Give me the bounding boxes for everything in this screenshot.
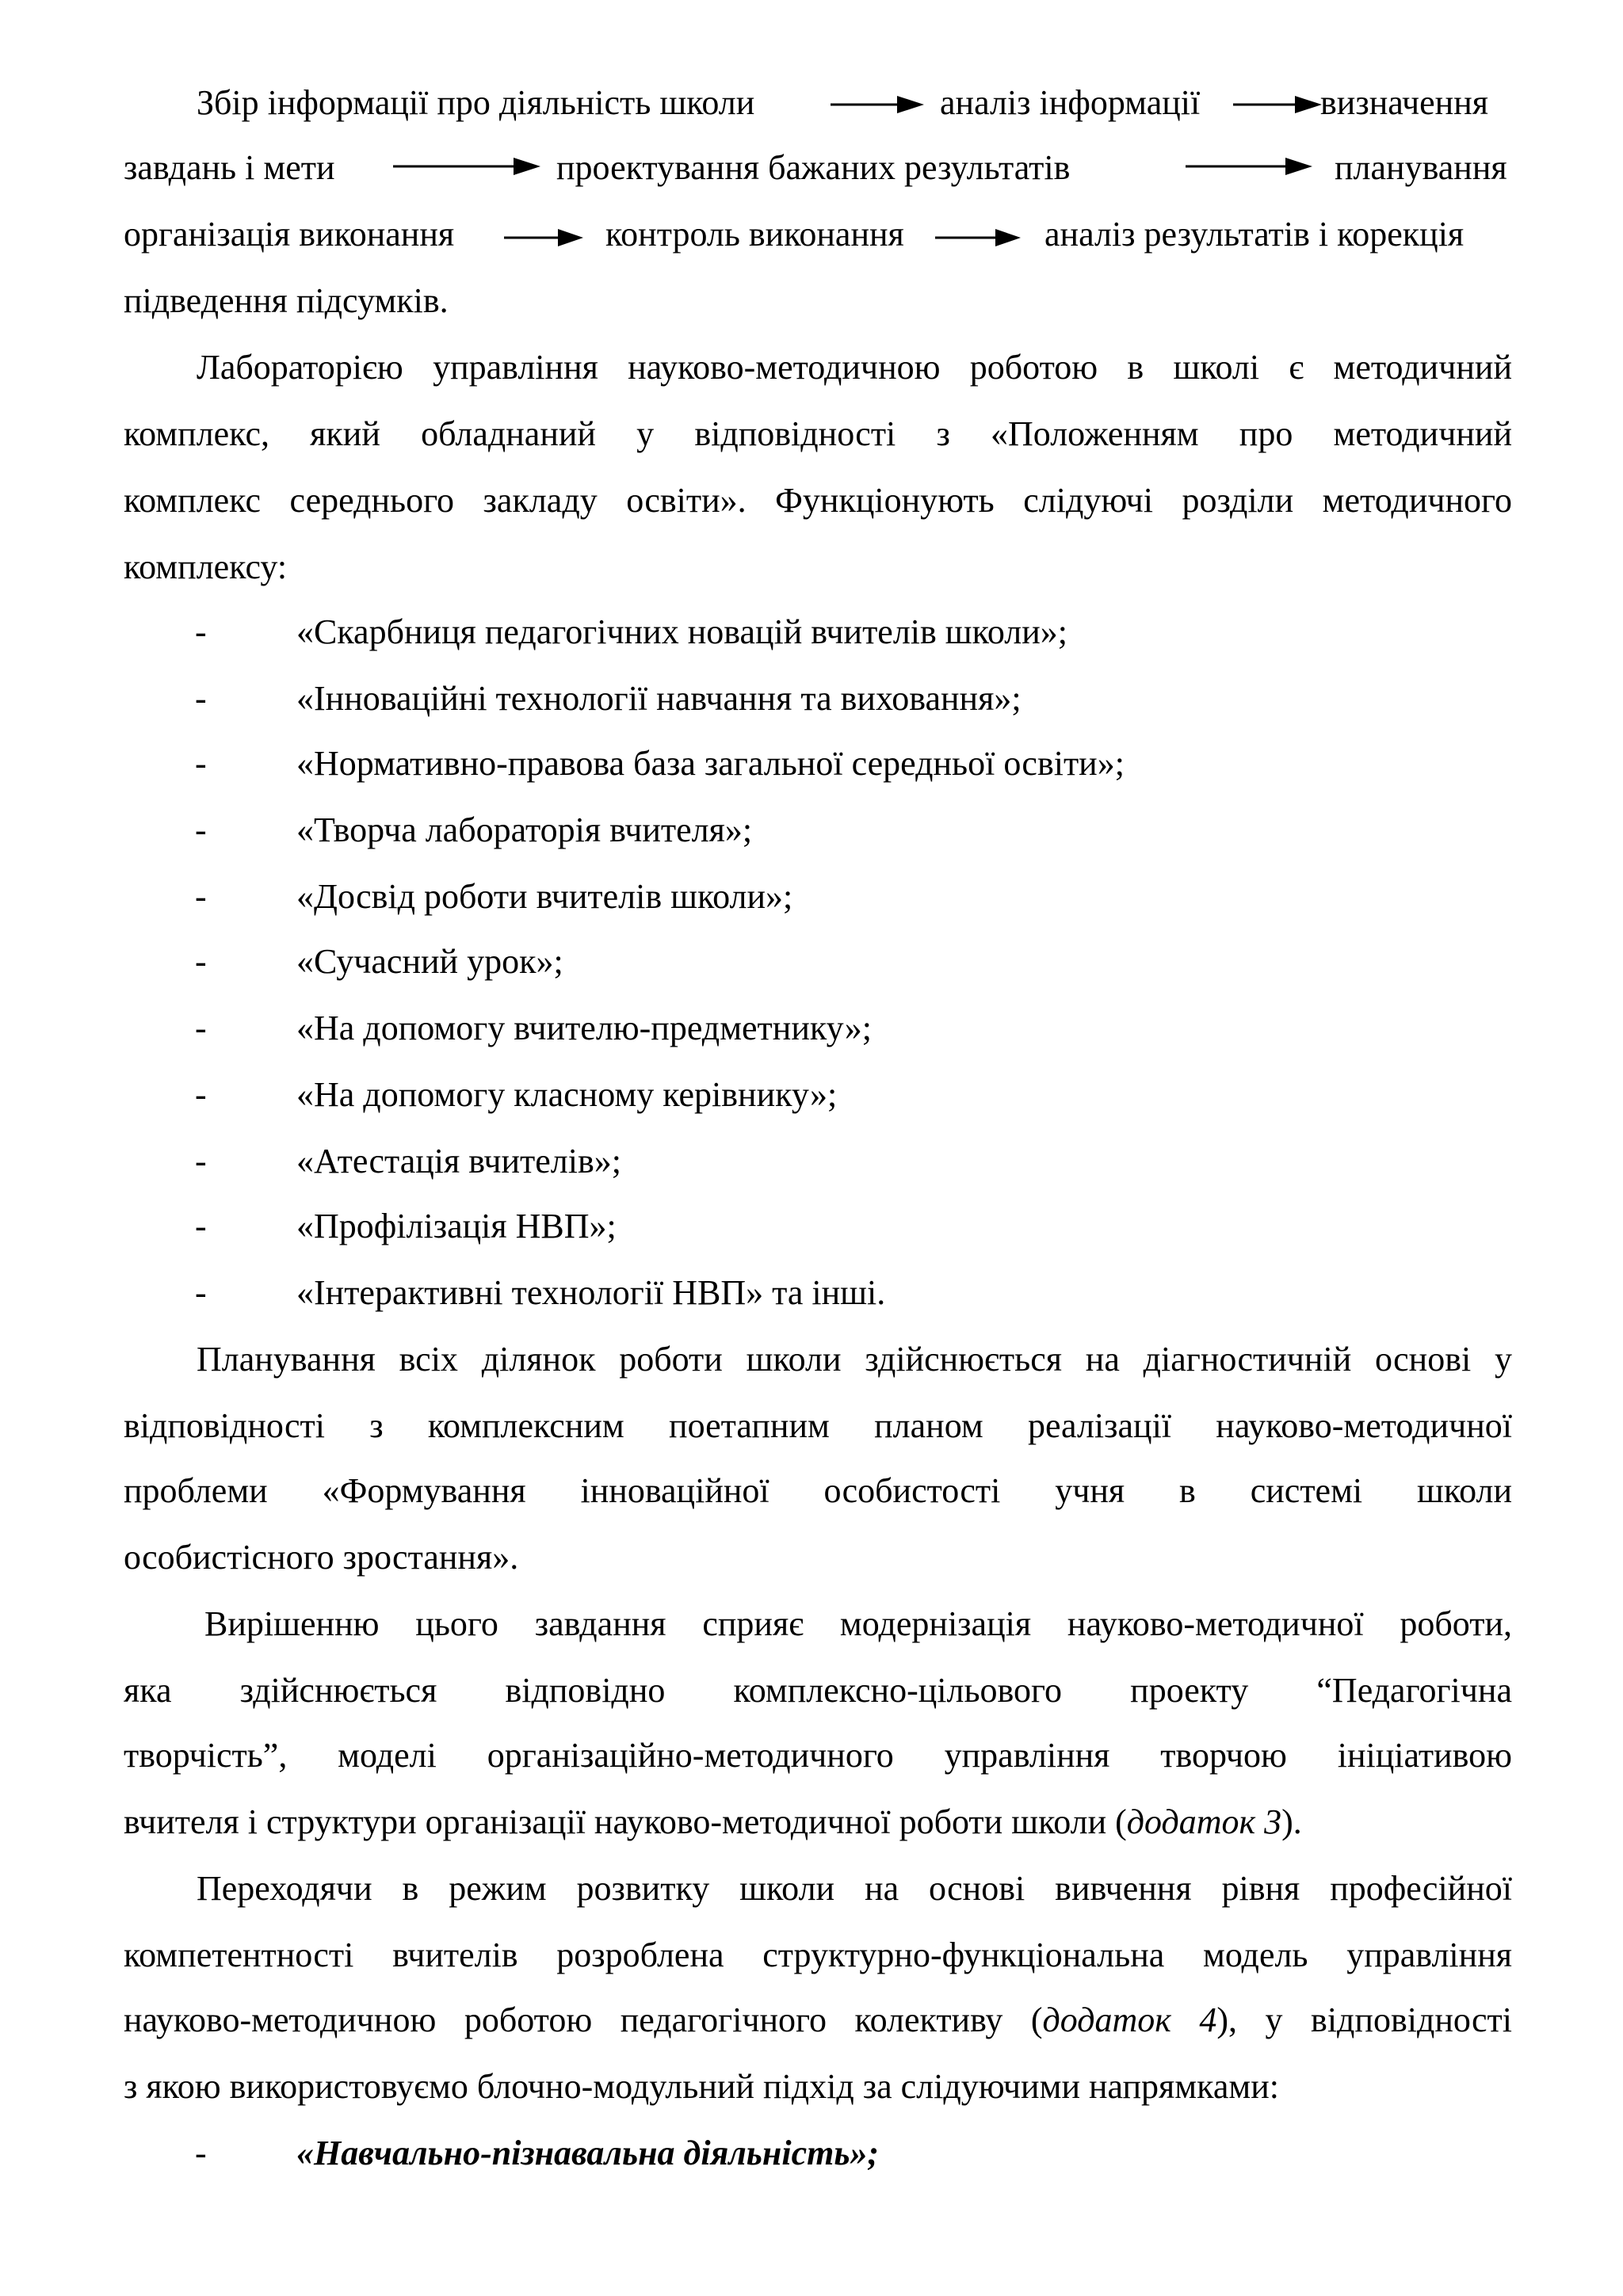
list-dash: - [195, 942, 207, 981]
list-item-text: «Профілізація НВП»; [296, 1207, 617, 1245]
paragraph-4-line-3-text: науково-методичною роботою педагогічного колективу ( [124, 2000, 1043, 2039]
list-dash: - [195, 1273, 207, 1312]
appendix-reference: додаток 4 [1042, 2000, 1217, 2039]
paragraph-3-line-3: творчість”, моделі організаційно-методичного управління творчою ініціативою [124, 1736, 1512, 1775]
arrow-icon [935, 227, 1021, 249]
direction-item: «Навчально-пізнавальна діяльність»; [296, 2134, 880, 2172]
list-item-text: «Досвід роботи вчителів школи»; [296, 877, 793, 916]
paragraph-1-line-1: Лабораторією управління науково-методичною роботою в школі є методичний [197, 348, 1512, 387]
paragraph-3-line-4-end: ). [1281, 1802, 1302, 1841]
list-item-text: «На допомогу вчителю-предметнику»; [296, 1009, 872, 1047]
paragraph-4-line-4: з якою використовуємо блочно-модульний підхід за слідуючими напрямками: [124, 2067, 1279, 2106]
list-dash: - [195, 877, 207, 916]
arrow-icon [831, 93, 924, 116]
flow-row-3 [124, 214, 1512, 255]
paragraph-1-line-4: комплексу: [124, 547, 288, 586]
flow-step-design: проектування бажаних результатів [556, 148, 1071, 187]
list-item-text: «Творча лабораторія вчителя»; [296, 810, 753, 849]
paragraph-4-line-2: компетентності вчителів розроблена структурно-функціональна модель управління [124, 1936, 1512, 1974]
flow-step-analysis: аналіз інформації [940, 83, 1201, 122]
paragraph-2-line-3: проблеми «Формування інноваційної особистості учня в системі школи [124, 1471, 1512, 1510]
paragraph-2-line-4: особистісного зростання». [124, 1538, 519, 1577]
paragraph-4-line-3-end: ), у відповідності [1216, 2000, 1512, 2039]
list-dash: - [195, 810, 207, 849]
list-dash: - [195, 612, 207, 651]
list-dash: - [195, 744, 207, 783]
flow-row-1 [124, 82, 1512, 124]
list-dash: - [195, 2134, 207, 2172]
paragraph-4-line-1: Переходячи в режим розвитку школи на основі вивчення рівня професійної [197, 1869, 1512, 1908]
flow-step-definition: визначення [1320, 83, 1489, 122]
paragraph-3-line-2: яка здійснюється відповідно комплексно-цільового проекту “Педагогічна [124, 1671, 1512, 1710]
paragraph-3-line-1: Вирішенню цього завдання сприяє модернізація науково-методичної роботи, [204, 1604, 1512, 1643]
paragraph-3-line-4 [124, 1802, 1512, 1843]
flow-step-summary: підведення підсумків. [124, 281, 449, 320]
list-dash: - [195, 679, 207, 718]
paragraph-1-line-2: комплекс, який обладнаний у відповідності з «Положенням про методичний [124, 414, 1512, 453]
arrow-icon [504, 227, 583, 249]
paragraph-3-line-4-text: вчителя і структури організації науково-методичної роботи школи ( [124, 1802, 1127, 1841]
arrow-icon [1233, 93, 1322, 116]
list-dash: - [195, 1142, 207, 1180]
list-item-text: «Скарбниця педагогічних новацій вчителів школи»; [296, 612, 1067, 651]
paragraph-1-line-3: комплекс середнього закладу освіти». Функціонують слідуючі розділи методичного [124, 481, 1512, 520]
flow-step-control: контроль виконання [605, 215, 904, 254]
paragraph-4-line-3 [124, 2000, 1512, 2041]
flow-row-2 [124, 147, 1512, 189]
list-item-text: «Інноваційні технології навчання та виховання»; [296, 679, 1022, 718]
list-dash: - [195, 1075, 207, 1114]
list-item-text: «На допомогу класному керівнику»; [296, 1075, 838, 1114]
list-dash: - [195, 1207, 207, 1245]
arrow-icon [393, 155, 540, 177]
list-item-text: «Атестація вчителів»; [296, 1142, 621, 1180]
flow-step-organization: організація виконання [124, 215, 455, 254]
flow-step-collect: Збір інформації про діяльність школи [197, 83, 755, 122]
paragraph-2-line-2: відповідності з комплексним поетапним планом реалізації науково-методичної [124, 1406, 1512, 1445]
paragraph-2-line-1: Планування всіх ділянок роботи школи здійснюється на діагностичній основі у [197, 1340, 1512, 1379]
flow-step-analysis-results: аналіз результатів і корекція [1044, 215, 1465, 254]
arrow-icon [1186, 155, 1312, 177]
appendix-reference: додаток 3 [1126, 1802, 1282, 1841]
list-dash: - [195, 1009, 207, 1047]
flow-step-planning: планування [1335, 148, 1507, 187]
list-item-text: «Нормативно-правова база загальної середньої освіти»; [296, 744, 1125, 783]
flow-step-goals: завдань і мети [124, 148, 335, 187]
list-item-text: «Інтерактивні технології НВП» та інші. [296, 1273, 886, 1312]
list-item-text: «Сучасний урок»; [296, 942, 563, 981]
